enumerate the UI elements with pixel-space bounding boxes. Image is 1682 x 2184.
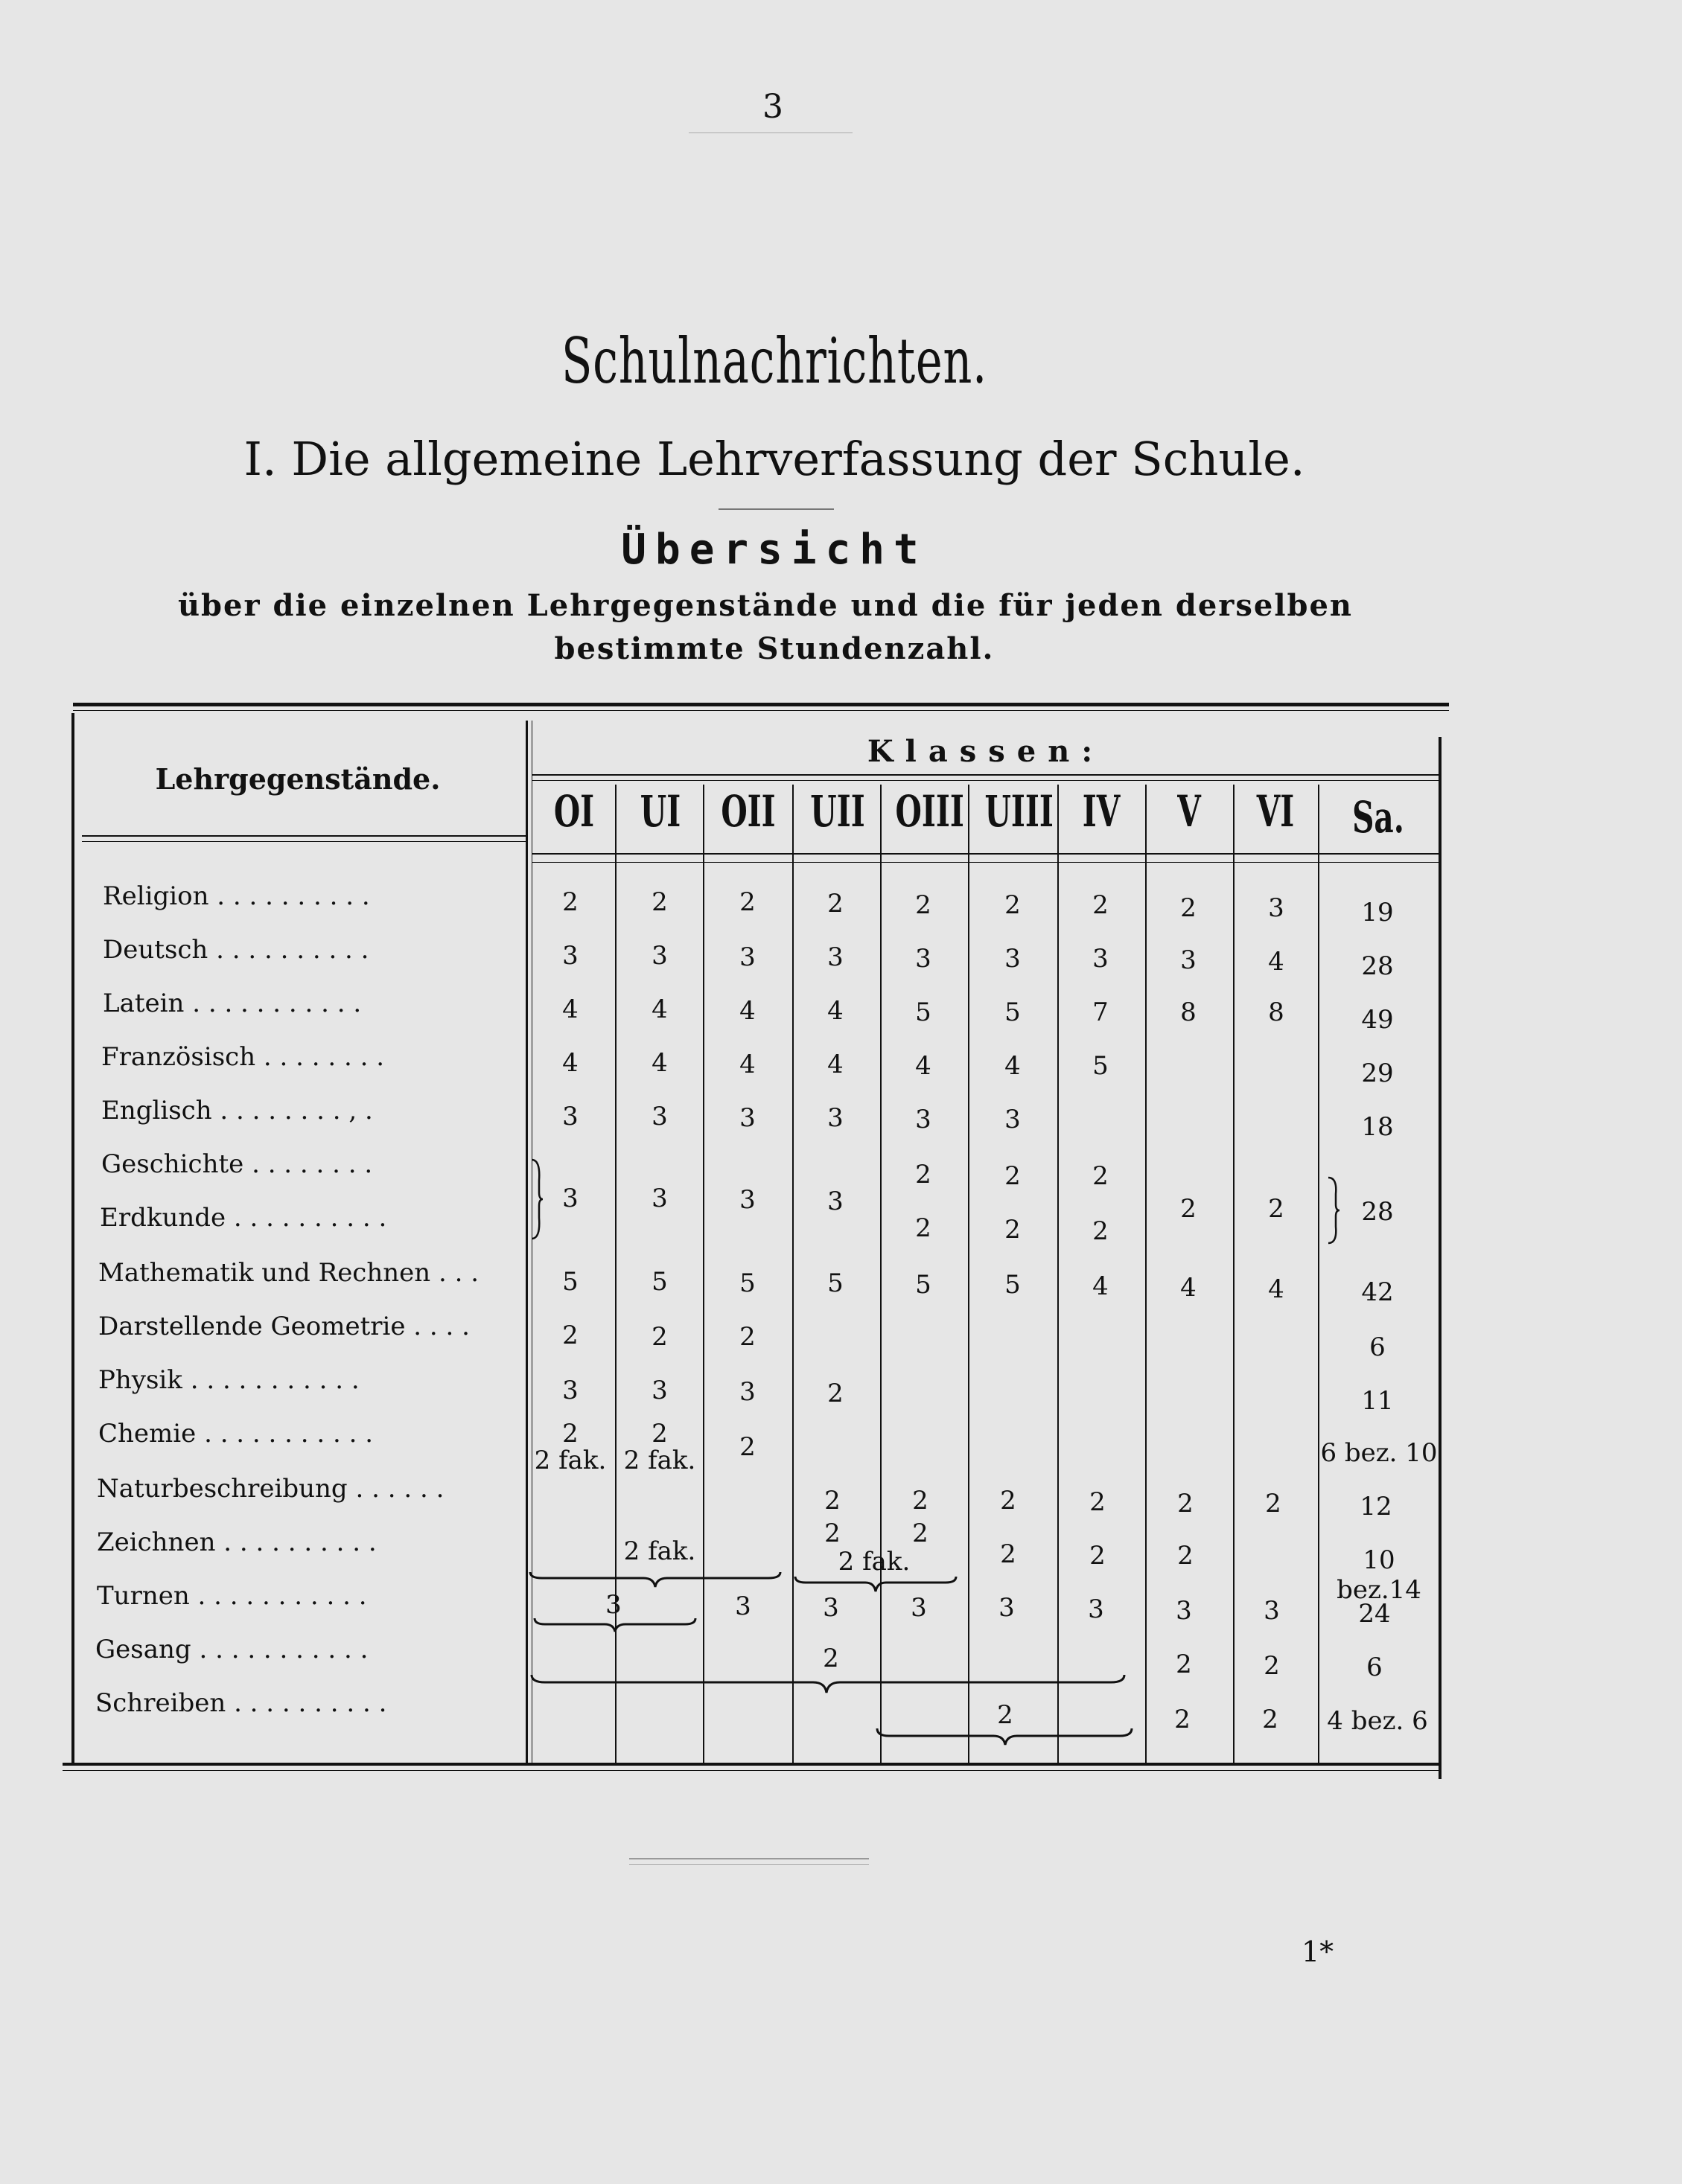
- cell-total: 12: [1360, 1492, 1392, 1522]
- subject-latein: Latein . . . . . . . . . . .: [103, 989, 362, 1018]
- cell: 3: [1268, 893, 1284, 923]
- table-left-rule: [71, 713, 74, 1764]
- column-header-v: V: [1177, 786, 1201, 837]
- subject-englisch: Englisch . . . . . . . . , .: [101, 1096, 373, 1125]
- footer-rule-thin: [629, 1864, 869, 1865]
- column-header-oi: OI: [553, 786, 595, 837]
- subject-header: Lehrgegenstände.: [155, 762, 441, 796]
- cell: 3: [739, 1377, 756, 1407]
- subject-schreiben: Schreiben . . . . . . . . . .: [95, 1688, 387, 1718]
- table-top-rule-thin: [73, 710, 1449, 711]
- cell: 5: [1004, 997, 1021, 1027]
- signature-mark: 1*: [1302, 1935, 1334, 1968]
- cell: 2: [1265, 1489, 1281, 1519]
- cell: 2: [1004, 890, 1021, 920]
- subject-geschichte: Geschichte . . . . . . . .: [101, 1149, 373, 1179]
- cell: 5: [827, 1268, 844, 1298]
- cell: 4: [1268, 1274, 1284, 1304]
- column-header-oii: OII: [721, 786, 776, 837]
- column-header-vi: VI: [1256, 786, 1295, 837]
- cell-total: 24: [1358, 1599, 1391, 1629]
- cell-total: 18: [1361, 1112, 1394, 1142]
- subject-franzoesisch: Französisch . . . . . . . .: [101, 1042, 385, 1072]
- cell-total: 28: [1361, 1197, 1394, 1227]
- subject-chemie: Chemie . . . . . . . . . . .: [98, 1419, 374, 1449]
- subject-gesang: Gesang . . . . . . . . . . .: [95, 1635, 369, 1664]
- cell: 2: [1177, 1541, 1194, 1571]
- table-right-rule: [1439, 737, 1442, 1779]
- cell: 2: [824, 1519, 841, 1548]
- cell: 2: [1180, 1194, 1197, 1224]
- cell: 3: [1004, 944, 1021, 974]
- page-number: 3: [762, 88, 783, 126]
- cell: 2: [827, 889, 844, 919]
- page-number-rule: [689, 132, 853, 133]
- cell: 4: [1092, 1271, 1109, 1301]
- footer-rule: [629, 1858, 869, 1859]
- column-header-uii: UII: [810, 786, 865, 837]
- cell: 2: [824, 1486, 841, 1516]
- column-header-oiii: OIII: [895, 786, 964, 837]
- cell: 3: [562, 1102, 579, 1131]
- cell: 2: [1268, 1194, 1284, 1224]
- cell: 2: [739, 887, 756, 917]
- cell: 4: [739, 996, 756, 1026]
- cell: 2: [652, 887, 668, 917]
- section-title: I. Die allgemeine Lehrverfassung der Schule.: [243, 432, 1305, 486]
- cell-total: 4 bez. 6: [1327, 1706, 1428, 1736]
- overview-title: Übersicht: [621, 526, 928, 574]
- cell-total: 6: [1369, 1332, 1386, 1362]
- cell: 3: [652, 1102, 668, 1131]
- column-header-rule-2: [532, 862, 1440, 863]
- cell: 8: [1268, 997, 1284, 1027]
- cell: 5: [652, 1267, 668, 1297]
- cell: 3: [1180, 945, 1197, 975]
- cell: 4: [1004, 1051, 1021, 1081]
- cell: 8: [1180, 997, 1197, 1027]
- cell-total: 6 bez. 10: [1320, 1438, 1438, 1468]
- cell: 3: [1088, 1594, 1104, 1624]
- cell: 2: [1264, 1651, 1280, 1681]
- section-rule: [719, 508, 834, 510]
- cell: 3: [827, 1103, 844, 1133]
- cell: 3: [652, 1184, 668, 1213]
- cell: 3: [739, 1103, 756, 1133]
- cell: 4: [827, 1050, 844, 1079]
- cell: 3: [1176, 1596, 1192, 1626]
- cell: 2: [1174, 1705, 1191, 1734]
- column-header-iv: IV: [1082, 786, 1121, 837]
- cell: 3: [1092, 944, 1109, 974]
- cell: 3: [827, 1187, 844, 1216]
- main-title: Schulnachrichten.: [561, 325, 987, 397]
- cell: 3: [827, 942, 844, 972]
- cell: 3: [562, 941, 579, 971]
- cell: 3: [652, 941, 668, 971]
- subject-turnen: Turnen . . . . . . . . . . .: [97, 1581, 367, 1611]
- cell: 2: [915, 890, 931, 920]
- cell-fak: 2 fak.: [623, 1446, 696, 1475]
- subtitle-line-1: über die einzelnen Lehrgegenstände und die für jeden derselben: [177, 588, 1354, 623]
- cell-fak: 2 fak.: [623, 1536, 696, 1566]
- cell: 4: [562, 994, 579, 1024]
- header-rule: [82, 835, 527, 837]
- cell: 4: [652, 994, 668, 1024]
- cell-total: 19: [1361, 898, 1394, 927]
- subject-religion: Religion . . . . . . . . . .: [103, 881, 370, 911]
- cell: 4: [739, 1050, 756, 1079]
- cell-total: 29: [1361, 1059, 1394, 1088]
- cell: 2: [912, 1519, 928, 1548]
- cell: 3: [652, 1376, 668, 1405]
- cell: 3: [562, 1184, 579, 1213]
- cell: 2: [1092, 1161, 1109, 1191]
- cell: 5: [915, 1270, 931, 1300]
- cell: 7: [1092, 997, 1109, 1027]
- brace-gesang: [530, 1672, 1126, 1699]
- classes-rule: [532, 774, 1440, 776]
- cell: 2: [997, 1700, 1013, 1730]
- cell: 4: [915, 1051, 931, 1081]
- column-header-ui: UI: [640, 786, 681, 837]
- cell: 4: [652, 1048, 668, 1078]
- cell: 2: [1004, 1161, 1021, 1191]
- cell: 5: [915, 997, 931, 1027]
- subject-zeichnen: Zeichnen . . . . . . . . . .: [97, 1527, 377, 1557]
- cell: 3: [1264, 1596, 1280, 1626]
- classes-rule-2: [532, 780, 1440, 781]
- cell-total: 42: [1361, 1277, 1394, 1307]
- subject-erdkunde: Erdkunde . . . . . . . . . .: [100, 1203, 387, 1233]
- cell: 3: [739, 1185, 756, 1215]
- brace-schreiben: [876, 1725, 1133, 1751]
- cell: 2: [1092, 1216, 1109, 1246]
- cell: 2: [1262, 1705, 1278, 1734]
- brace-turnen: [533, 1615, 697, 1638]
- cell: 2: [912, 1486, 928, 1516]
- cell: 4: [1268, 947, 1284, 977]
- cell: 2: [562, 887, 579, 917]
- cell: 2: [1177, 1489, 1194, 1519]
- cell: 2: [739, 1322, 756, 1352]
- cell: 2: [1089, 1487, 1106, 1517]
- cell: 2: [823, 1644, 839, 1673]
- cell-total: 49: [1361, 1005, 1394, 1035]
- header-rule-2: [82, 841, 527, 842]
- cell: 2: [1180, 893, 1197, 923]
- cell: 2: [1089, 1541, 1106, 1571]
- cell: 5: [1092, 1051, 1109, 1081]
- cell: 3: [1004, 1105, 1021, 1134]
- cell: 3: [823, 1593, 839, 1623]
- cell: 2: [915, 1213, 931, 1243]
- cell-total: 11: [1361, 1386, 1394, 1416]
- cell: 5: [1004, 1270, 1021, 1300]
- cell: 2: [1004, 1215, 1021, 1245]
- cell: 3: [735, 1591, 751, 1621]
- cell: 2: [1000, 1539, 1016, 1569]
- cell: 4: [1180, 1273, 1197, 1303]
- subject-physik: Physik . . . . . . . . . . .: [98, 1365, 360, 1395]
- cell: 2: [1092, 890, 1109, 920]
- table-bottom-rule-thin: [63, 1770, 1440, 1771]
- cell: 3: [915, 1105, 931, 1134]
- cell: 2: [652, 1322, 668, 1352]
- cell: 2: [562, 1419, 579, 1449]
- cell: 3: [911, 1593, 927, 1623]
- cell: 2: [652, 1419, 668, 1449]
- subject-mathematik: Mathematik und Rechnen . . .: [98, 1258, 480, 1288]
- subject-deutsch: Deutsch . . . . . . . . . .: [103, 935, 369, 965]
- cell: 5: [739, 1268, 756, 1298]
- cell: 3: [915, 944, 931, 974]
- column-header-rule: [532, 853, 1440, 855]
- cell: 2: [827, 1379, 844, 1408]
- column-header-sum: Sa.: [1352, 792, 1404, 843]
- cell: 2: [1000, 1486, 1016, 1516]
- subject-column-rule: [526, 721, 528, 1764]
- cell: 2: [915, 1160, 931, 1190]
- subtitle-line-2: bestimmte Stundenzahl.: [554, 631, 995, 666]
- cell: 2: [562, 1321, 579, 1350]
- subject-naturbeschreibung: Naturbeschreibung . . . . . .: [97, 1474, 445, 1504]
- classes-header: Klassen:: [867, 734, 1105, 769]
- cell: 2: [1176, 1650, 1192, 1679]
- cell: 4: [562, 1048, 579, 1078]
- cell: 2: [739, 1432, 756, 1462]
- cell: 5: [562, 1267, 579, 1297]
- cell: 3: [562, 1376, 579, 1405]
- cell: 3: [605, 1590, 622, 1620]
- column-header-uiii: UIII: [984, 786, 1054, 837]
- cell-fak: 2 fak.: [838, 1547, 911, 1577]
- table-top-rule: [73, 703, 1449, 706]
- cell-total: 6: [1366, 1653, 1383, 1682]
- cell-fak: 2 fak.: [534, 1446, 607, 1475]
- cell-total: 28: [1361, 951, 1394, 981]
- cell: 3: [998, 1593, 1015, 1623]
- cell: 4: [827, 996, 844, 1026]
- cell: 3: [739, 942, 756, 972]
- subject-geometrie: Darstellende Geometrie . . . .: [98, 1312, 470, 1341]
- cell-total: 10 bez.14: [1337, 1545, 1421, 1605]
